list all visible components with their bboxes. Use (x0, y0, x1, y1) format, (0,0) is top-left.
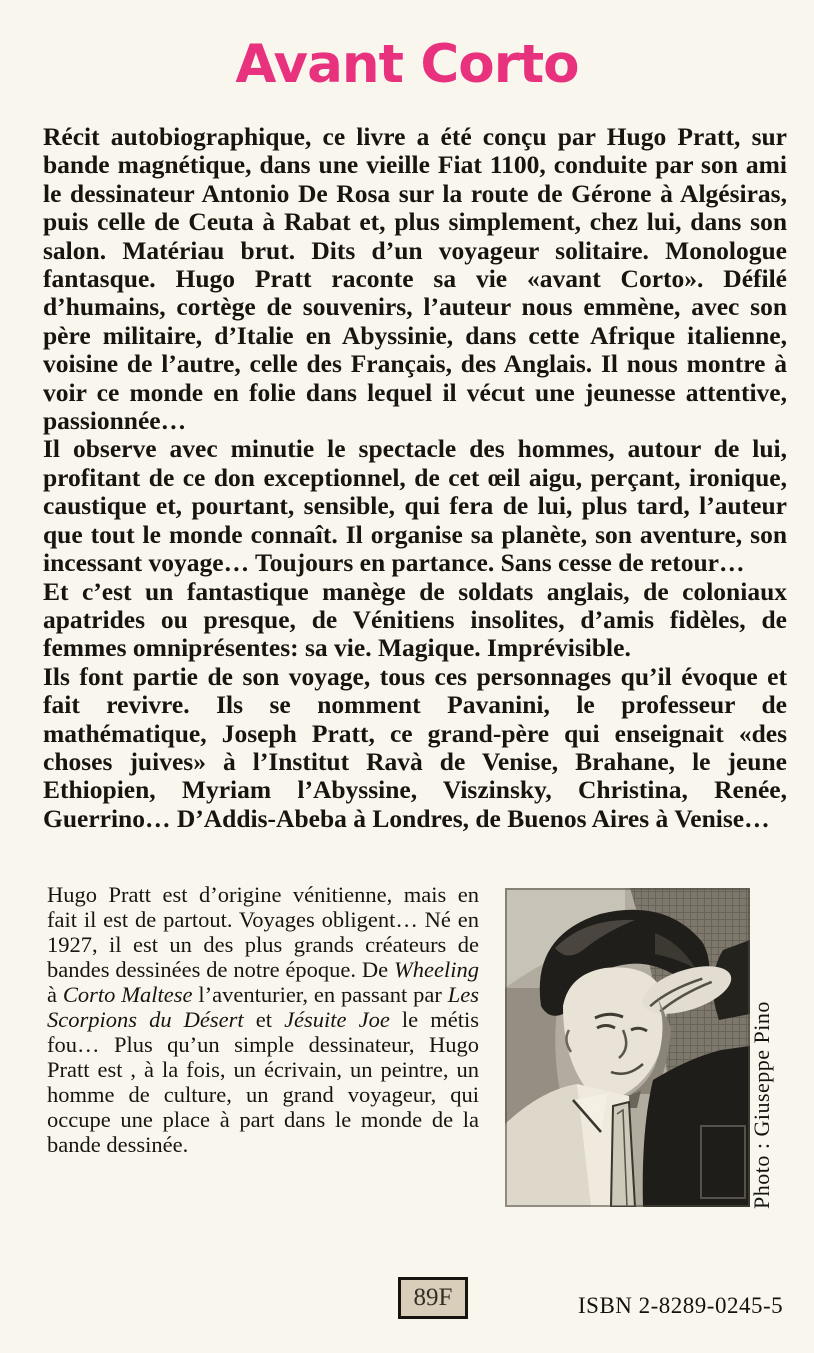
bio-segment: Hugo Pratt est d’origine vénitienne, mais en fait il est de partout. Voyages obligent… Né en 1927, il est un des plus grands créateurs de bandes dessinées de notre époque. De (47, 882, 479, 982)
portrait-photo-illustration (505, 888, 750, 1207)
blurb-paragraph: Et c’est un fantastique manège de soldats anglais, de coloniaux apatrides ou presque, de Vénitiens insolites, d’amis fidèles, de femmes omniprésentes: sa vie. Magique. Imprévisible. (43, 576, 787, 663)
hugo-pratt-photo (505, 888, 750, 1207)
price-badge: 89F (398, 1277, 468, 1319)
bio-text (47, 882, 479, 1157)
bio-segment: à (47, 982, 63, 1007)
blurb-paragraph: Ils font partie de son voyage, tous ces personnages qu’il évoque et fait revivre. Ils se nomment Pavanini, le professeur de mathématique, Joseph Pratt, ce grand-père qui enseignait «des choses juives» à l’Institut Ravà de Venise, Brahane, le jeune Ethiopien, Myriam l’Abyssine, Viszinsky, Christina, Renée, Guerrino… D’Addis-Abeba à Londres, de Buenos Aires à Venise… (43, 661, 787, 833)
bio-segment: et (243, 1007, 285, 1032)
bio-segment-italic: Corto Maltese (62, 982, 193, 1007)
bio-segment: l’aventurier, en passant par (192, 982, 448, 1007)
blurb-paragraph: Récit autobiographique, ce livre a été conçu par Hugo Pratt, sur bande magnétique, dans une vieille Fiat 1100, conduite par son ami le dessinateur Antonio De Rosa sur la route de Gérone à Algésiras, puis celle de Ceuta à Rabat et, plus simplement, chez lui, dans son salon. Matériau brut. Dits d’un voyageur solitaire. Monologue fantasque. Hugo Pratt raconte sa vie «avant Corto». Défilé d’humains, cortège de souvenirs, l’auteur nous emmène, avec son père militaire, d’Italie en Abyssinie, dans cette Afrique italienne, voisine de l’autre, celle des Français, des Anglais. Il nous montre à voir ce monde en folie dans lequel il vécut une jeunesse attentive, passionnée… (43, 122, 787, 436)
page-title: Avant Corto (235, 34, 579, 95)
photo-credit: Photo : Giuseppe Pino (749, 1001, 774, 1209)
bio-segment-italic: Les Scorpions du Désert (47, 982, 479, 1032)
blurb-paragraph: Il observe avec minutie le spectacle des hommes, autour de lui, profitant de ce don exceptionnel, de cet œil aigu, perçant, ironique, caustique et, pourtant, sensible, qui fera de lui, plus tard, l’auteur que tout le monde connaît. Il organise sa planète, son aventure, son incessant voyage… Toujours en partance. Sans cesse de retour… (43, 434, 787, 578)
bio-segment-italic: Wheeling (394, 957, 479, 982)
blurb (43, 123, 787, 833)
bio-segment-italic: Jésuite Joe (284, 1007, 390, 1032)
isbn-text: ISBN 2-8289-0245-5 (578, 1293, 784, 1318)
bio-segment: le métis fou… Plus qu’un simple dessinateur, Hugo Pratt est , à la fois, un écrivain, un peintre, un homme de culture, un grand voyageur, qui occupe une place à part dans le monde de la bande dessinée. (47, 1007, 479, 1157)
